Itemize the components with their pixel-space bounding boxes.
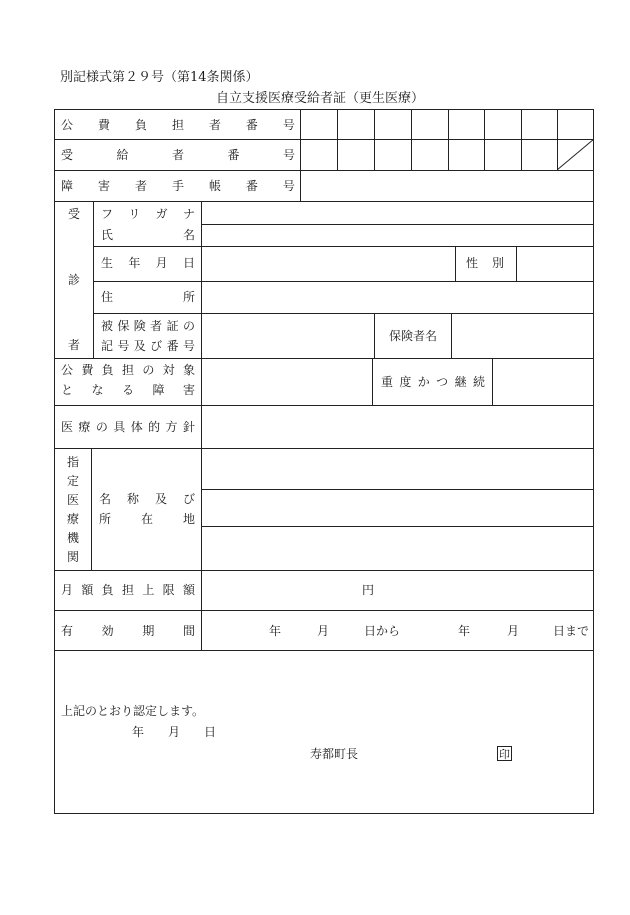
col-divider <box>374 313 375 358</box>
label-address: 住 所 <box>101 290 195 304</box>
label-patient-2: 診 <box>68 273 81 287</box>
label-institution-5: 機 <box>67 531 80 545</box>
period-from-day: 日から <box>364 624 401 638</box>
period-to-day: 日まで <box>553 624 590 638</box>
label-recipient-number: 受 給 者 番 号 <box>61 148 295 162</box>
label-disability-notebook-number: 障 害 者 手 帳 番 号 <box>61 179 295 193</box>
row-divider <box>54 405 594 406</box>
label-patient-1: 受 <box>68 207 81 221</box>
issuer: 寿都町長 <box>310 747 359 761</box>
row-divider <box>201 526 594 527</box>
col-divider <box>492 358 493 405</box>
label-institution-2: 定 <box>67 474 80 488</box>
label-furigana: フ リ ガ ナ <box>101 207 195 221</box>
col-divider <box>455 246 456 281</box>
cert-date-day: 日 <box>204 725 217 739</box>
col-divider <box>516 246 517 281</box>
label-sex: 性 別 <box>466 256 504 270</box>
seal-mark: 印 <box>499 747 510 761</box>
label-institution-3: 医 <box>67 493 80 507</box>
digit-cell-divider <box>521 109 522 170</box>
label-insurance-card-2: 記 号 及 び 番 号 <box>101 339 195 353</box>
label-patient-3: 者 <box>68 338 81 352</box>
label-insurance-card-1: 被 保 険 者 証 の <box>101 319 195 333</box>
digit-cell-divider <box>448 109 449 170</box>
label-institution-1: 指 <box>67 455 80 469</box>
row-divider <box>201 489 594 490</box>
yen-unit: 円 <box>362 583 375 597</box>
label-target-disability-2: と な る 障 害 <box>61 383 195 397</box>
label-monthly-limit: 月 額 負 担 上 限 額 <box>61 583 195 597</box>
label-birth-date: 生 年 月 日 <box>101 256 195 270</box>
period-month: 月 <box>317 624 330 638</box>
row-divider <box>54 570 594 571</box>
digit-cell-divider <box>337 109 338 170</box>
form-title: 自立支援医療受給者証（更生医療） <box>216 91 425 106</box>
cert-date-year: 年 <box>132 725 145 739</box>
label-institution-4: 療 <box>67 512 80 526</box>
row-divider <box>201 224 594 225</box>
col-divider <box>372 358 373 405</box>
label-institution-6: 関 <box>67 550 80 564</box>
row-divider <box>54 170 594 171</box>
digit-cell-divider <box>484 109 485 170</box>
row-divider <box>54 358 594 359</box>
label-location: 所 在 地 <box>99 512 195 526</box>
col-divider <box>91 448 92 570</box>
row-divider <box>93 281 594 282</box>
col-divider <box>93 201 94 358</box>
row-divider <box>54 650 594 651</box>
period-month2: 月 <box>507 624 520 638</box>
row-divider <box>54 448 594 449</box>
row-divider <box>54 139 594 140</box>
col-divider <box>451 313 452 358</box>
col-divider <box>201 201 202 650</box>
digit-cell-divider <box>374 109 375 170</box>
row-divider <box>93 313 594 314</box>
digit-cell-divider <box>411 109 412 170</box>
label-treatment-policy: 医 療 の 具 体 的 方 針 <box>61 420 195 434</box>
label-name: 氏 名 <box>101 228 195 242</box>
row-divider <box>54 610 594 611</box>
row-divider <box>93 246 594 247</box>
period-year: 年 <box>269 624 282 638</box>
label-target-disability-1: 公 費 負 担 の 対 象 <box>61 363 195 377</box>
form-number: 別記様式第２９号（第14条関係） <box>60 70 259 85</box>
row-divider <box>54 201 594 202</box>
cert-date-month: 月 <box>168 725 181 739</box>
label-severe-continuous: 重 度 か つ 継 続 <box>381 375 485 389</box>
label-insurer-name: 保険者名 <box>389 329 438 343</box>
period-year2: 年 <box>458 624 471 638</box>
diagonal-strike <box>557 139 594 170</box>
label-public-payer-number: 公 費 負 担 者 番 号 <box>61 118 295 132</box>
certification-statement: 上記のとおり認定します。 <box>61 704 205 718</box>
col-divider <box>300 109 301 201</box>
label-validity-period: 有 効 期 間 <box>61 624 195 638</box>
label-name-and: 名 称 及 び <box>99 492 195 506</box>
